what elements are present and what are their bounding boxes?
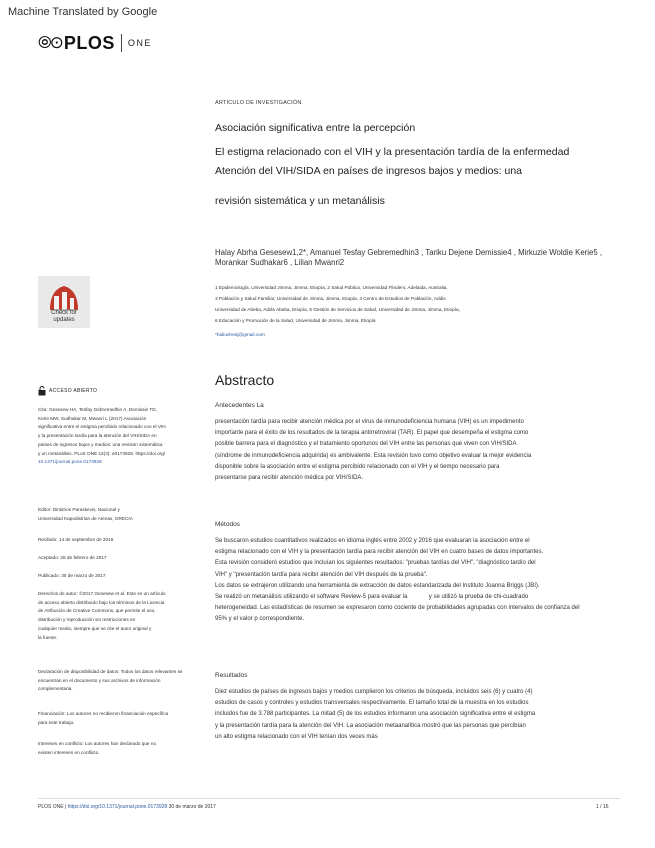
citation-line: Cita: Gesesew HA, Tesfay Gebremedhin A, Demissie TD, — [38, 407, 157, 412]
paragraph-line: Los datos se extrajeron utilizando una herramienta de extracción de datos estandarizada del Instituto Joanna Briggs (JBI). — [215, 582, 540, 589]
paragraph-line: estudios de casos y controles y estudios transversales respectivamente. El tamaño total de la muestra en los estudios — [215, 700, 529, 707]
title-line-4: revisión sistemática y un metanálisis — [215, 195, 385, 207]
citation-line: Kerie MW, Sudhakar M, Mwanri L (2017) Asociación — [38, 415, 147, 421]
footer-date: 30 de marzo de 2017 — [168, 804, 216, 810]
paragraph-line: 95% y el valor p correspondiente. — [215, 616, 305, 623]
logo-divider — [121, 34, 122, 52]
check-updates-badge[interactable] — [38, 276, 90, 328]
journal-sub: ONE — [127, 38, 152, 48]
paragraph-line: y la presentación tardía para la atención del VIH. La asociación metaanalítica mostró que las personas que percibían — [215, 722, 526, 729]
abstract-heading: Abstracto — [215, 372, 275, 388]
check-updates-label: Check for updates — [51, 310, 77, 323]
paragraph-line: heterogeneidad. Las estadísticas de resumen se expresaron como cociente de probabilidades agrupadas con intervalos de confianza del — [215, 605, 580, 612]
methods-paragraph — [215, 536, 620, 626]
competing-line: existen intereses en conflicto. — [38, 749, 100, 755]
editor-line: Universidad Kapodistrian de Atenas, GRECIA — [38, 515, 133, 521]
paragraph-line: VIH" y "presentación tardía para recibir atención del VIH después de la prueba". — [215, 571, 428, 578]
results-heading: Resultados — [215, 672, 248, 679]
data-availability-block — [38, 668, 198, 694]
copyright-line: distribución y reproducción sin restricciones en — [38, 617, 136, 623]
footer-doi-link[interactable]: https://doi.org/10.1371/journal.pone.0173928 — [67, 804, 168, 810]
copyright-line: Derechos de autor: ©2017 Gesesew et al. Este es un artículo — [38, 591, 166, 596]
paragraph-line: un alto estigma relacionado con el VIH tenían dos veces más — [215, 733, 378, 740]
title-line-3: Atención del VIH/SIDA en países de ingresos bajos y medios: una — [215, 165, 523, 177]
paragraph-line-part: Se realizó un metanálisis utilizando el software Review-5 para evaluar la — [215, 594, 408, 601]
affiliation-line: 3 Población y Salud Familiar, Universidad de Jimma, Jimma, Etiopía, 4 Centro de Estudios de Población, Addis — [215, 296, 446, 301]
open-access-text: ACCESO ABIERTO — [49, 388, 98, 394]
published-date: Publicado: 30 de marzo de 2017 — [38, 573, 106, 578]
data-availability-line: complementaria. — [38, 686, 73, 692]
page-number: 1 / 16 — [596, 804, 609, 810]
citation-line: y la presentación tardía para la atención del VIH/SIDA en — [38, 433, 157, 439]
competing-interests-block — [38, 740, 198, 757]
article-type: ARTÍCULO DE INVESTIGACIÓN — [215, 100, 302, 106]
copyright-line: la fuente. — [38, 634, 58, 640]
paragraph-line: posible barrera para el diagnóstico y el tratamiento oportunos del VIH entre las personas que viven con VIH/SIDA — [215, 441, 517, 448]
paragraph-line: (síndrome de inmunodeficiencia adquirida) es ambivalente. Esta revisión tuvo como objetivo evaluar la mejor evidencia — [215, 452, 532, 459]
funding-line: Financiación: Los autores no recibieron financiación específica — [38, 711, 169, 716]
paragraph-line: presentarse para recibir atención médica por VIH/SIDA. — [215, 475, 364, 482]
competing-line: Intereses en conflicto: Los autores han declarado que no — [38, 741, 157, 746]
copyright-line: de acceso abierto distribuido bajo los términos de la Licencia — [38, 599, 165, 605]
citation-line: y un metanálisis. PLoS ONE 12(3): e0173928. https://doi.org/ — [38, 450, 166, 456]
open-access-label — [38, 386, 97, 396]
affiliations — [215, 282, 615, 326]
paragraph-line: Se buscaron estudios cuantitativos realizados en idioma inglés entre 2002 y 2016 que evaluaran la asociación entre el — [215, 538, 530, 544]
copyright-line: de Atribución de Creative Commons, que permite el uso, — [38, 608, 156, 614]
paragraph-line: estigma relacionado con el VIH y la presentación tardía para recibir atención del VIH en cuatro bases de datos importantes. — [215, 549, 544, 556]
funding-line: para este trabajo. — [38, 719, 75, 725]
paragraph-line: disponible sobre la asociación entre el estigma percibido relacionado con el VIH y el tiempo necesario para — [215, 463, 500, 470]
paragraph-line — [215, 592, 620, 603]
journal-logo[interactable] — [38, 32, 152, 54]
paragraph-line: presentación tardía para recibir atención médica por el virus de inmunodeficiencia humana (VIH) es un impedimento — [215, 419, 524, 425]
paragraph-line: Esta revisión consideró estudios que incluían los siguientes resultados: "pruebas tardías del VIH", "diagnóstico tardío del — [215, 560, 536, 567]
title-line-2: El estigma relacionado con el VIH y la presentación tardía de la enfermedad — [215, 146, 570, 158]
paragraph-line-part: y se utilizó la prueba de chi-cuadrado — [428, 594, 529, 601]
editor-block — [38, 506, 198, 523]
copyright-block — [38, 590, 198, 642]
paragraph-line: Diez estudios de países de ingresos bajos y medios cumplieron los criterios de búsqueda, incluidos seis (6) y cuatro (4) — [215, 689, 533, 695]
copyright-line: cualquier medio, siempre que se cite el autor original y — [38, 625, 152, 631]
machine-translated-banner: Machine Translated by Google — [8, 6, 158, 18]
methods-heading: Métodos — [215, 521, 240, 528]
affiliation-line: Universidad de Abeba, Addis Abeba, Etiopía, 5 Gestión de Servicios de Salud, Universidad de Jimma, Jimma, Etiopía, — [215, 307, 460, 312]
corresponding-email[interactable]: *haliushesj@gmail.com — [215, 333, 265, 338]
data-availability-line: Declaración de disponibilidad de datos: Todos los datos relevantes se — [38, 669, 183, 674]
citation-line: significativa entre el estigma percibido relacionado con el VIH — [38, 424, 166, 430]
funding-block — [38, 710, 198, 727]
citation-line: países de ingresos bajos y medios: una revisión sistemática — [38, 441, 163, 447]
received-date: Recibido: 14 de septiembre de 2016 — [38, 537, 114, 542]
citation-doi-link[interactable]: 10.1371/journal.pone.0173928 — [38, 459, 102, 465]
affiliation-line: 6 Educación y Promoción de la Salud, Universidad de Jimma, Jimma, Etiopía — [215, 318, 376, 323]
background-heading: Antecedentes La — [215, 402, 264, 409]
paragraph-line: incluidos fue de 3.788 participantes. La mitad (5) de los estudios informaron una asociación significativa entre el estigma — [215, 711, 536, 718]
journal-name: PLOS — [63, 32, 115, 53]
results-paragraph — [215, 687, 620, 743]
data-availability-line: encuentran en el documento y sus archivos de información — [38, 677, 161, 683]
open-lock-icon — [38, 386, 46, 396]
footer-divider — [38, 798, 620, 799]
author-list: Halay Abrha Gesesew1,2*, Amanuel Tesfay Gebremedhin3 , Tariku Dejene Demissie4 , Mirkuzie Woldie Kerie5 , Morankar Sudhakar6 , Lilian Mwanri2 — [215, 248, 603, 267]
affiliation-line: 1 Epidemiología, Universidad Jimma, Jimma, Etiopía, 2 Salud Pública, Universidad Flinders, Adelaida, Australia, — [215, 285, 448, 290]
citation-block — [38, 406, 198, 467]
title-line-1: Asociación significativa entre la percepción — [215, 122, 416, 134]
accepted-date: Aceptado: 28 de febrero de 2017 — [38, 555, 107, 560]
footer-journal: PLOS ONE | — [38, 804, 67, 810]
plos-logo-icon: ⦾⊙ — [38, 33, 62, 52]
footer-citation — [38, 804, 216, 810]
background-paragraph — [215, 417, 620, 484]
editor-line: Editor: Dimitrios Paraskevis, Nacional y — [38, 507, 120, 512]
paragraph-line: importante para el éxito de los resultados de la terapia antirretroviral (TAR). El papel que desempeña el estigma como — [215, 430, 529, 437]
